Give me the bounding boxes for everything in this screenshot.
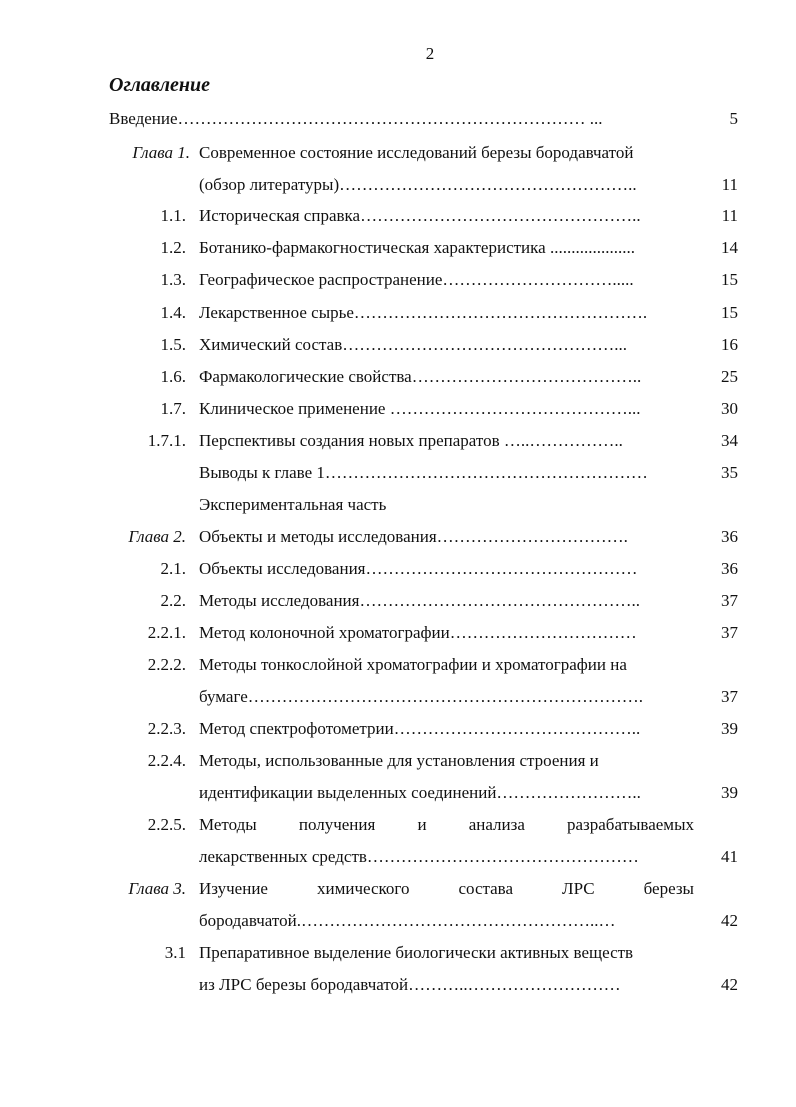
toc-word: разрабатываемых (567, 815, 694, 834)
toc-entry-1-1: Историческая справка………………………………………….. (199, 206, 641, 225)
toc-entry-2-2-1: Метод колоночной хроматографии…………………………… (199, 623, 637, 642)
page-ref-ch1: 11 (721, 175, 738, 194)
page-ref-1-7: 30 (721, 399, 738, 418)
page-ref-ch3: 42 (721, 911, 738, 930)
toc-entry-2-2-4-line2: идентификации выделенных соединений…………………….. (199, 783, 641, 802)
page-ref-1-6: 25 (721, 367, 738, 386)
toc-word: анализа (468, 815, 525, 834)
toc-entry-conclusion-1: Выводы к главе 1………………………………………………… (199, 463, 648, 482)
toc-entry-2-2-4-line1: Методы, использованные для установления строения и (199, 751, 599, 770)
toc-entry-1-7: Клиническое применение ……………………………………... (199, 399, 641, 418)
page-ref-2-2-4: 39 (721, 783, 738, 802)
toc-entry-1-5: Химический состав…………………………………………... (199, 335, 627, 354)
page-ref-2-1: 36 (721, 559, 738, 578)
toc-word: состава (458, 879, 514, 898)
toc-entry-3-1-line1: Препаративное выделение биологически активных веществ (199, 943, 634, 962)
chapter-number-1: Глава 1. (132, 143, 190, 162)
toc-entry-2-2-5-line2: лекарственных средств………………………………………… (199, 847, 639, 866)
page-ref-2-2-2: 37 (721, 687, 738, 706)
toc-entry-1-7-1: Перспективы создания новых препаратов …..…………….. (199, 431, 623, 450)
section-number-2-2-3: 2.2.3. (147, 719, 186, 738)
page-ref-2-2-5: 41 (721, 847, 738, 866)
toc-entry-2-2-2-line2: бумаге……………………………………………………………. (199, 687, 644, 706)
chapter-number-2: Глава 2. (128, 527, 186, 546)
toc-entry-intro: Введение……………………………………………………………… ... (109, 109, 603, 128)
toc-entry-ch3-line2: бородавчатой.……………………………………………..… (199, 911, 616, 930)
toc-word: березы (643, 879, 694, 898)
page-ref-ch2: 36 (721, 527, 738, 546)
page-ref-2-2-1: 37 (721, 623, 738, 642)
page-ref-1-3: 15 (721, 270, 738, 289)
toc-entry-2-2-2-line1: Методы тонкослойной хроматографии и хроматографии на (199, 655, 627, 674)
toc-entry-ch2: Объекты и методы исследования……………………………. (199, 527, 628, 546)
toc-entry-3-1-line2: из ЛРС березы бородавчатой………..……………………… (199, 975, 621, 994)
toc-word: химического (317, 879, 410, 898)
section-number-1-7-1: 1.7.1. (147, 431, 186, 450)
chapter-number-3: Глава 3. (128, 879, 186, 898)
section-number-1-1: 1.1. (160, 206, 186, 225)
page-ref-2-2-3: 39 (721, 719, 738, 738)
toc-entry-ch1-line1: Современное состояние исследований березы бородавчатой (199, 143, 634, 162)
page-ref-1-4: 15 (721, 303, 738, 322)
section-number-2-1: 2.1. (160, 559, 186, 578)
toc-entry-2-1: Объекты исследования………………………………………… (199, 559, 638, 578)
section-number-2-2-2: 2.2.2. (147, 655, 186, 674)
page-ref-conclusion-1: 35 (721, 463, 738, 482)
toc-entry-ch1-line2: (обзор литературы)…………………………………………….. (199, 175, 637, 194)
section-number-2-2-1: 2.2.1. (147, 623, 186, 642)
page-ref-2-2: 37 (721, 591, 738, 610)
toc-entry-experimental: Экспериментальная часть (199, 495, 387, 514)
page-ref-1-1: 11 (721, 206, 738, 225)
section-number-1-6: 1.6. (160, 367, 186, 386)
page-ref-3-1: 42 (721, 975, 738, 994)
toc-word: и (417, 815, 427, 834)
section-number-1-2: 1.2. (160, 238, 186, 257)
toc-word: Методы (199, 815, 257, 834)
toc-entry-ch3-line1 (199, 878, 694, 900)
section-number-1-3: 1.3. (160, 270, 186, 289)
section-number-1-4: 1.4. (160, 303, 186, 322)
toc-word: Изучение (199, 879, 268, 898)
section-number-1-5: 1.5. (160, 335, 186, 354)
section-number-1-7: 1.7. (160, 399, 186, 418)
toc-entry-2-2-3: Метод спектрофотометрии…………………………………….. (199, 719, 641, 738)
toc-entry-1-6: Фармакологические свойства………………………………….. (199, 367, 642, 386)
section-number-2-2-5: 2.2.5. (147, 815, 186, 834)
section-number-2-2: 2.2. (160, 591, 186, 610)
page-ref-1-5: 16 (721, 335, 738, 354)
page-ref-intro: 5 (729, 109, 738, 128)
toc-word: получения (298, 815, 376, 834)
section-number-2-2-4: 2.2.4. (147, 751, 186, 770)
toc-entry-1-3: Географическое распространение…………………………..... (199, 270, 634, 289)
toc-word: ЛРС (562, 879, 595, 898)
toc-title: Оглавление (109, 74, 211, 96)
toc-entry-1-4: Лекарственное сырье……………………………………………. (199, 303, 648, 322)
toc-entry-2-2: Методы исследования………………………………………….. (199, 591, 640, 610)
page-ref-1-2: 14 (721, 238, 738, 257)
toc-entry-2-2-5-line1 (199, 814, 694, 836)
page-ref-1-7-1: 34 (721, 431, 738, 450)
section-number-3-1: 3.1 (164, 943, 186, 962)
toc-entry-1-2: Ботанико-фармакогностическая характеристика .................... (199, 238, 635, 257)
page-number: 2 (425, 44, 435, 63)
